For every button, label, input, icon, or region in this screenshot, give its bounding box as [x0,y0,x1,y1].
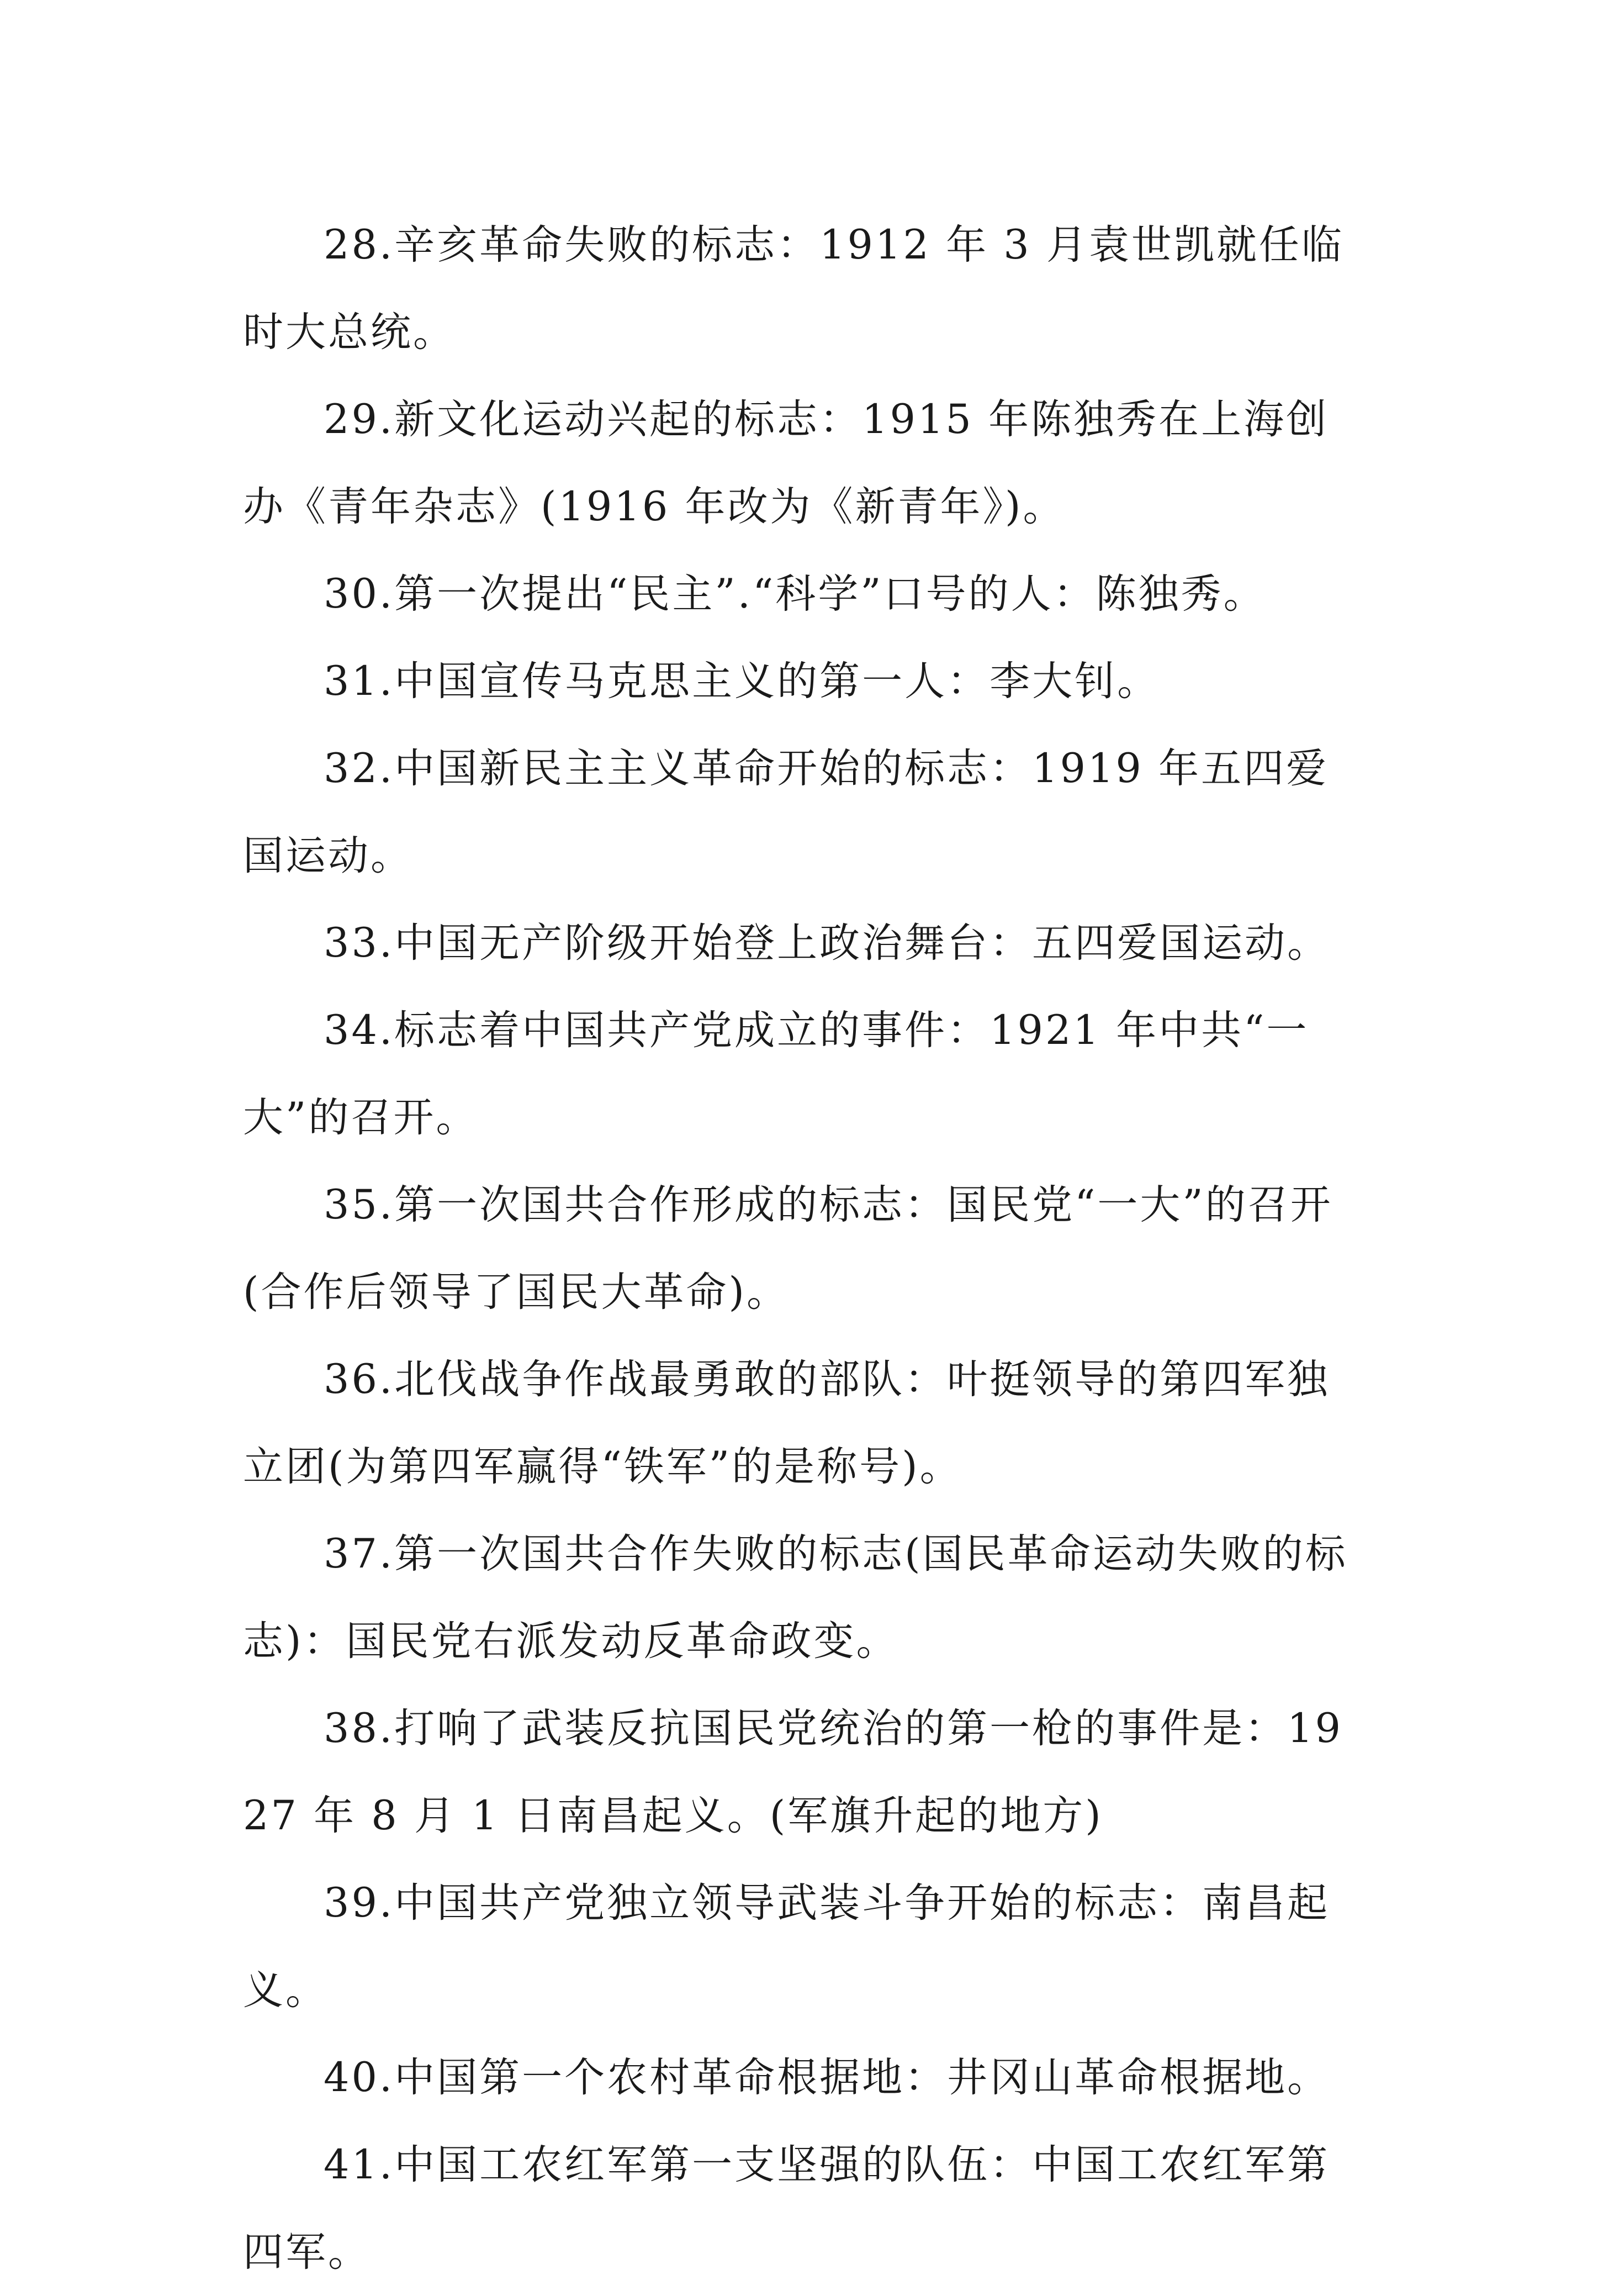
paragraph-30 [243,551,1364,638]
paragraph-38-line2: 1927 年 8 月 1 日南昌起义。(军旗升起的地方) [243,1705,1343,1839]
paragraph-28-line2: 大总统。 [285,309,456,356]
paragraph-37 [243,1511,1364,1685]
paragraph-41-line1: 41.中国工农红军第一支坚强的队伍：中国工农红军第 [324,2141,1330,2188]
paragraph-40 [243,2034,1364,2121]
paragraph-41 [243,2121,1364,2296]
paragraph-36-line1: 36.北伐战争作战最勇敢的部队：叶挺领导的第四军独 [324,1356,1330,1403]
paragraph-39-line2: 义。 [243,1967,328,2014]
paragraph-38-line1: 38.打响了武装反抗国民党统治的第一枪的事件是： [324,1705,1288,1752]
paragraph-33 [243,900,1364,987]
paragraph-34-line1: 34.标志着中国共产党成立的事件：1921 年中共“一大” [243,1007,1309,1141]
paragraph-34-line2: 的召开。 [308,1094,479,1141]
paragraph-39 [243,1860,1364,2034]
paragraph-39-line1: 39.中国共产党独立领导武装斗争开始的标志：南昌起 [324,1880,1330,1926]
paragraph-31 [243,638,1364,725]
paragraph-40-line1: 40.中国第一个农村革命根据地：井冈山革命根据地。 [324,2054,1330,2101]
paragraph-30-line1: 30.第一次提出“民主”.“科学”口号的人：陈独秀。 [324,571,1266,617]
paragraph-36-line2: 立团(为第四军赢得“铁军”的是称号)。 [243,1443,962,1490]
document-body [243,202,1364,2296]
paragraph-32-line1: 32.中国新民主主义革命开始的标志：1919 年五四爱国 [243,745,1329,879]
paragraph-29-line2: 《青年杂志》(1916 年改为《新青年》)。 [285,483,1066,530]
paragraph-35-line1: 35.第一次国共合作形成的标志：国民党“一大”的召 [324,1181,1290,1228]
paragraph-41-line2: 四军。 [243,2229,371,2276]
paragraph-28 [243,202,1364,376]
paragraph-31-line1: 31.中国宣传马克思主义的第一人：李大钊。 [324,658,1160,705]
paragraph-36 [243,1336,1364,1511]
paragraph-32-line2: 运动。 [285,832,413,879]
paragraph-33-line1: 33.中国无产阶级开始登上政治舞台：五四爱国运动。 [324,920,1330,967]
paragraph-29 [243,376,1364,551]
paragraph-32 [243,725,1364,900]
paragraph-35 [243,1162,1364,1336]
paragraph-38 [243,1685,1364,1860]
paragraph-37-line1: 37.第一次国共合作失败的标志(国民革命运动失败的标 [324,1530,1348,1577]
paragraph-37-line2: 志)：国民党右派发动反革命政变。 [243,1618,899,1665]
paragraph-34 [243,987,1364,1162]
paragraph-35-line2: 开(合作后领导了国民大革命)。 [243,1181,1333,1316]
paragraph-28-line1: 28.辛亥革命失败的标志：1912 年 3 月袁世凯就任临时 [243,221,1344,356]
paragraph-29-line1: 29.新文化运动兴起的标志：1915 年陈独秀在上海创办 [243,396,1329,530]
